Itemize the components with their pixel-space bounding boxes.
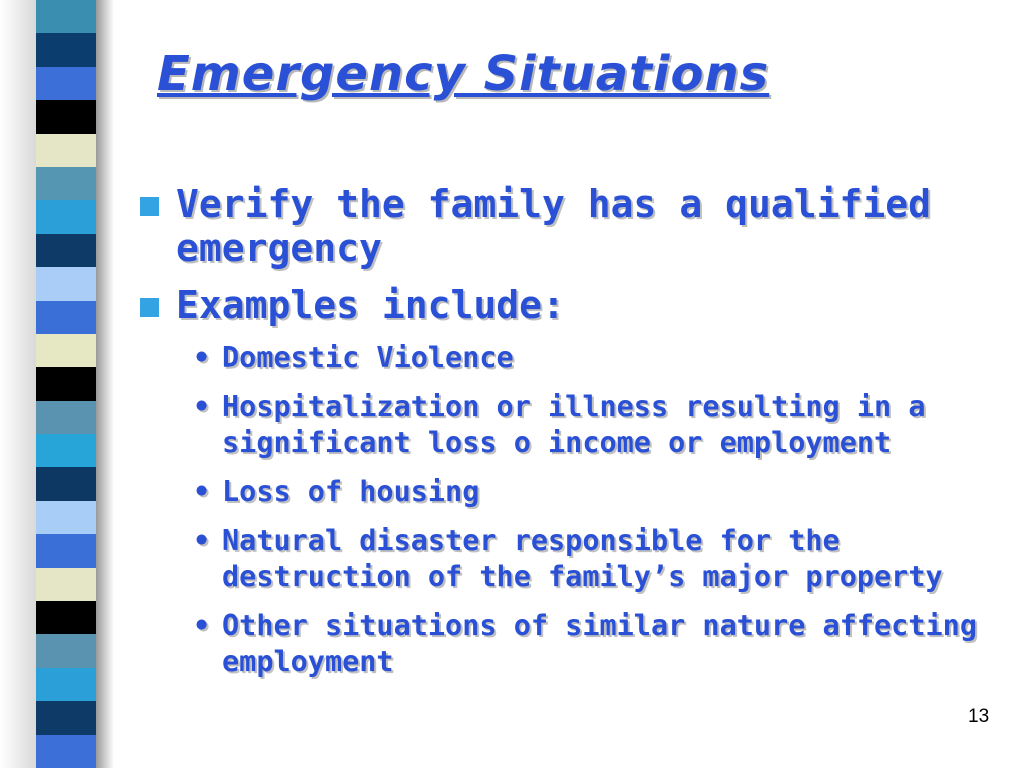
bullet-item (140, 283, 1000, 327)
left-edge-shadow (0, 0, 36, 768)
stripe-block (36, 668, 100, 701)
stripe-block (36, 434, 100, 467)
stripe-block (36, 234, 100, 267)
bullet-text: Examples include: (176, 283, 565, 327)
stripe-block (36, 701, 100, 734)
stripe-block (36, 33, 100, 66)
stripe-block (36, 67, 100, 100)
slide-content (140, 182, 1000, 693)
square-bullet-icon (140, 298, 159, 317)
square-bullet-icon (140, 197, 159, 216)
sub-bullet-text: Domestic Violence (222, 341, 514, 374)
sub-bullet-text: Hospitalization or illness resulting in a significant loss o income or employment (222, 390, 926, 459)
stripe-block (36, 334, 100, 367)
stripe-block (36, 100, 100, 133)
stripe-block (36, 0, 100, 33)
stripe-block (36, 467, 100, 500)
stripe-block (36, 634, 100, 667)
bullet-item (140, 182, 1000, 270)
slide-title: Emergency Situations (157, 46, 770, 102)
dot-bullet-icon: • (193, 609, 211, 642)
stripe-block (36, 568, 100, 601)
stripe-block (36, 167, 100, 200)
sub-bullet-item (193, 608, 1000, 680)
dot-bullet-icon: • (193, 475, 211, 508)
sub-bullet-text: Natural disaster responsible for the destruction of the family’s major property (222, 524, 943, 593)
stripe-block (36, 601, 100, 634)
stripe-block (36, 501, 100, 534)
stripe-shadow (96, 0, 114, 768)
decorative-stripe (36, 0, 100, 768)
sub-bullet-item (193, 340, 1000, 376)
bullet-text: Verify the family has a qualified emergency (176, 182, 931, 270)
stripe-block (36, 367, 100, 400)
sub-bullet-text: Other situations of similar nature affecting employment (222, 609, 977, 678)
dot-bullet-icon: • (193, 390, 211, 423)
sub-bullet-item (193, 523, 1000, 595)
sub-bullet-text: Loss of housing (222, 475, 480, 508)
stripe-block (36, 200, 100, 233)
page-number: 13 (968, 706, 990, 727)
sub-bullet-item (193, 474, 1000, 510)
stripe-block (36, 301, 100, 334)
sub-bullet-item (193, 389, 1000, 461)
stripe-block (36, 735, 100, 768)
stripe-block (36, 134, 100, 167)
stripe-block (36, 401, 100, 434)
stripe-block (36, 267, 100, 300)
dot-bullet-icon: • (193, 524, 211, 557)
stripe-block (36, 534, 100, 567)
dot-bullet-icon: • (193, 341, 211, 374)
